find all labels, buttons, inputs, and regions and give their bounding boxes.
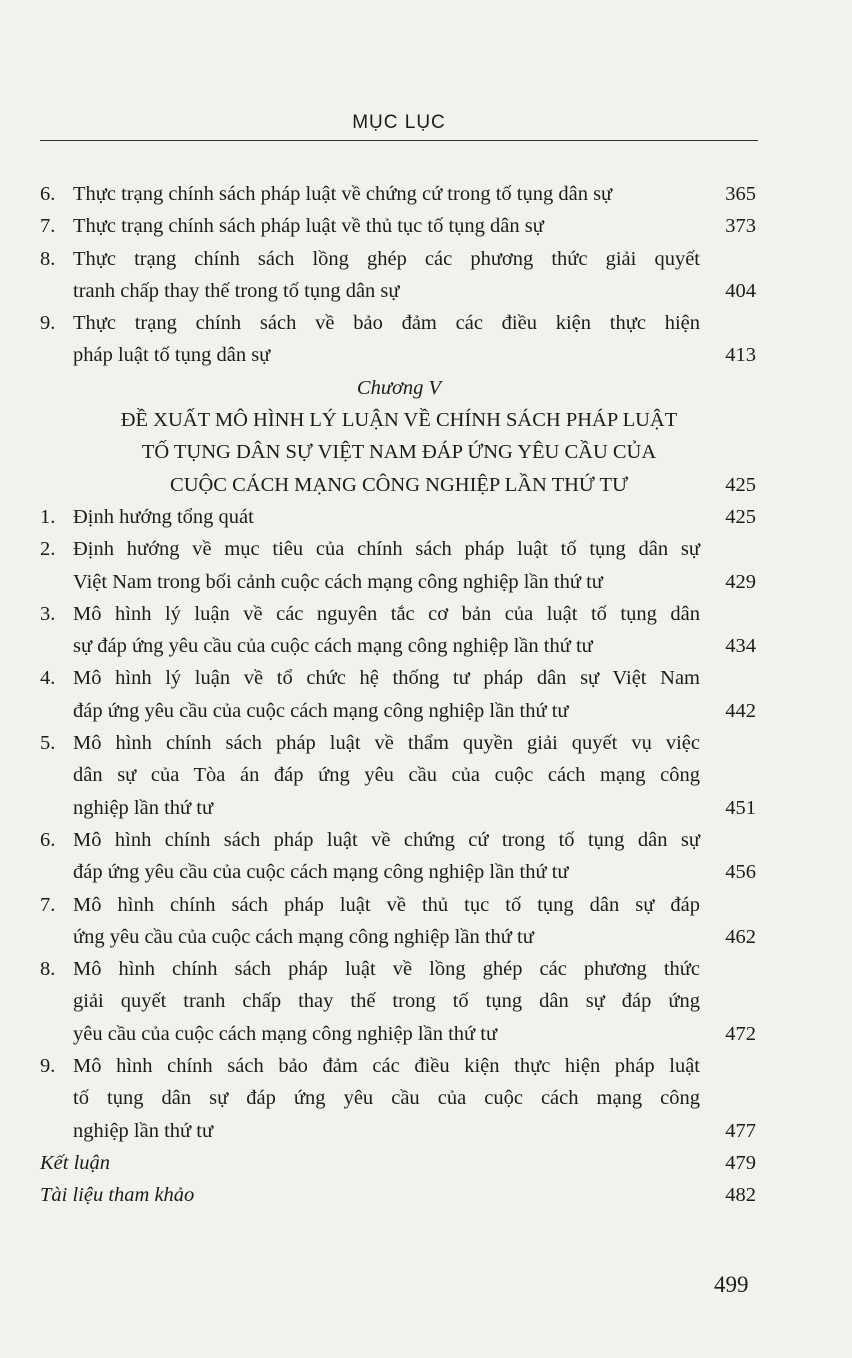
toc-entry-text: Mô hình chính sách pháp luật về thủ tục tố tụng dân sự đáp [73, 893, 700, 916]
toc-entry [40, 727, 758, 824]
toc-entry-text: Mô hình chính sách pháp luật về thẩm quyền giải quyết vụ việc [73, 732, 700, 755]
toc-entry-text: Thực trạng chính sách lồng ghép các phương thức giải quyết [73, 247, 700, 270]
toc-entry-text: Mô hình lý luận về các nguyên tắc cơ bản của luật tố tụng dân [73, 602, 700, 625]
toc-entry-page: 429 [725, 570, 756, 593]
toc-conclusion [40, 1147, 758, 1179]
page-number: 499 [714, 1272, 749, 1297]
toc-entry-text: sự đáp ứng yêu cầu của cuộc cách mạng công nghiệp lần thứ tư [73, 635, 593, 658]
toc-entry [40, 824, 758, 889]
toc-entry-number: 5. [40, 732, 56, 755]
toc-entry-page: 451 [725, 796, 756, 819]
toc-entry-text: nghiệp lần thứ tư [73, 796, 214, 819]
toc-conclusion-page: 479 [725, 1151, 756, 1174]
table-of-contents [40, 178, 758, 1212]
toc-entry [40, 953, 758, 1050]
toc-entry [40, 1050, 758, 1147]
toc-entry-number: 6. [40, 183, 56, 205]
toc-entry-text: nghiệp lần thứ tư [73, 1119, 214, 1142]
header-rule [40, 140, 758, 141]
toc-entry-text: Mô hình chính sách bảo đảm các điều kiện thực hiện pháp luật [73, 1055, 700, 1078]
toc-entry-text: dân sự của Tòa án đáp ứng yêu cầu của cuộc cách mạng công [73, 764, 700, 787]
toc-entry-page: 413 [725, 344, 756, 367]
toc-entry [40, 889, 758, 954]
toc-entry-number: 1. [40, 505, 56, 528]
toc-conclusion-label: Kết luận [40, 1151, 111, 1174]
toc-entry-text: tranh chấp thay thế trong tố tụng dân sự [73, 279, 400, 302]
toc-entry-number: 7. [40, 893, 56, 916]
toc-entry-number: 8. [40, 958, 56, 981]
toc-entry-text: Việt Nam trong bối cảnh cuộc cách mạng công nghiệp lần thứ tư [73, 570, 603, 593]
toc-entry [40, 243, 758, 308]
toc-entry-page: 477 [725, 1119, 756, 1142]
toc-entry-text: Mô hình chính sách pháp luật về lồng ghép các phương thức [73, 958, 700, 981]
toc-entry-number: 3. [40, 602, 56, 625]
chapter-label: Chương V [356, 376, 442, 399]
toc-entry-page: 472 [725, 1022, 756, 1045]
toc-entry [40, 178, 758, 210]
toc-section-a [40, 178, 758, 372]
toc-entry-text: Thực trạng chính sách pháp luật về chứng cứ trong tố tụng dân sự [73, 183, 613, 205]
toc-section-b [40, 501, 758, 1147]
toc-references-page: 482 [725, 1184, 756, 1207]
chapter-title [40, 404, 758, 501]
toc-entry-page: 442 [725, 699, 756, 722]
toc-entry-text: Mô hình lý luận về tổ chức hệ thống tư pháp dân sự Việt Nam [73, 667, 700, 690]
toc-entry-number: 7. [40, 215, 56, 238]
toc-entry-page: 365 [725, 183, 756, 205]
chapter-title-line: CUỘC CÁCH MẠNG CÔNG NGHIỆP LẦN THỨ TƯ [170, 473, 628, 496]
toc-entry-page: 462 [725, 925, 756, 948]
toc-entry [40, 598, 758, 663]
toc-entry-text: Thực trạng chính sách về bảo đảm các điều kiện thực hiện [73, 312, 700, 335]
chapter-page: 425 [725, 473, 756, 496]
toc-entry [40, 533, 758, 598]
toc-entry-text: đáp ứng yêu cầu của cuộc cách mạng công nghiệp lần thứ tư [73, 861, 569, 884]
toc-entry-page: 425 [725, 505, 756, 528]
toc-entry-text: đáp ứng yêu cầu của cuộc cách mạng công nghiệp lần thứ tư [73, 699, 569, 722]
toc-entry-number: 9. [40, 312, 56, 335]
toc-entry-text: Định hướng về mục tiêu của chính sách pháp luật tố tụng dân sự [73, 538, 700, 561]
toc-entry-text: yêu cầu của cuộc cách mạng công nghiệp lần thứ tư [73, 1022, 498, 1045]
page-header: MỤC LỤC [352, 112, 446, 133]
toc-entry-text: Thực trạng chính sách pháp luật về thủ tục tố tụng dân sự [73, 215, 544, 238]
toc-references [40, 1179, 758, 1211]
toc-entry-page: 434 [725, 635, 756, 658]
toc-entry-text: giải quyết tranh chấp thay thế trong tố tụng dân sự đáp ứng [73, 990, 700, 1013]
toc-entry-number: 9. [40, 1055, 56, 1078]
chapter-title-line: TỐ TỤNG DÂN SỰ VIỆT NAM ĐÁP ỨNG YÊU CẦU CỦA [141, 441, 657, 464]
toc-entry-number: 8. [40, 247, 56, 270]
toc-entry-page: 456 [725, 861, 756, 884]
toc-entry-number: 6. [40, 828, 56, 851]
toc-entry-number: 4. [40, 667, 56, 690]
toc-entry-text: tố tụng dân sự đáp ứng yêu cầu của cuộc cách mạng công [73, 1087, 700, 1110]
toc-entry [40, 210, 758, 242]
toc-entry [40, 307, 758, 372]
toc-entry-page: 373 [725, 215, 756, 238]
toc-references-label: Tài liệu tham khảo [40, 1184, 195, 1207]
toc-entry-text: Định hướng tổng quát [73, 505, 254, 528]
toc-entry-text: pháp luật tố tụng dân sự [73, 344, 271, 367]
chapter-title-line: ĐỀ XUẤT MÔ HÌNH LÝ LUẬN VỀ CHÍNH SÁCH PHÁP LUẬT [120, 409, 678, 432]
toc-entry [40, 501, 758, 533]
toc-entry [40, 662, 758, 727]
toc-entry-page: 404 [725, 279, 756, 302]
toc-entry-text: ứng yêu cầu của cuộc cách mạng công nghiệp lần thứ tư [73, 925, 534, 948]
toc-entry-number: 2. [40, 538, 56, 561]
toc-entry-text: Mô hình chính sách pháp luật về chứng cứ trong tố tụng dân sự [73, 828, 700, 851]
